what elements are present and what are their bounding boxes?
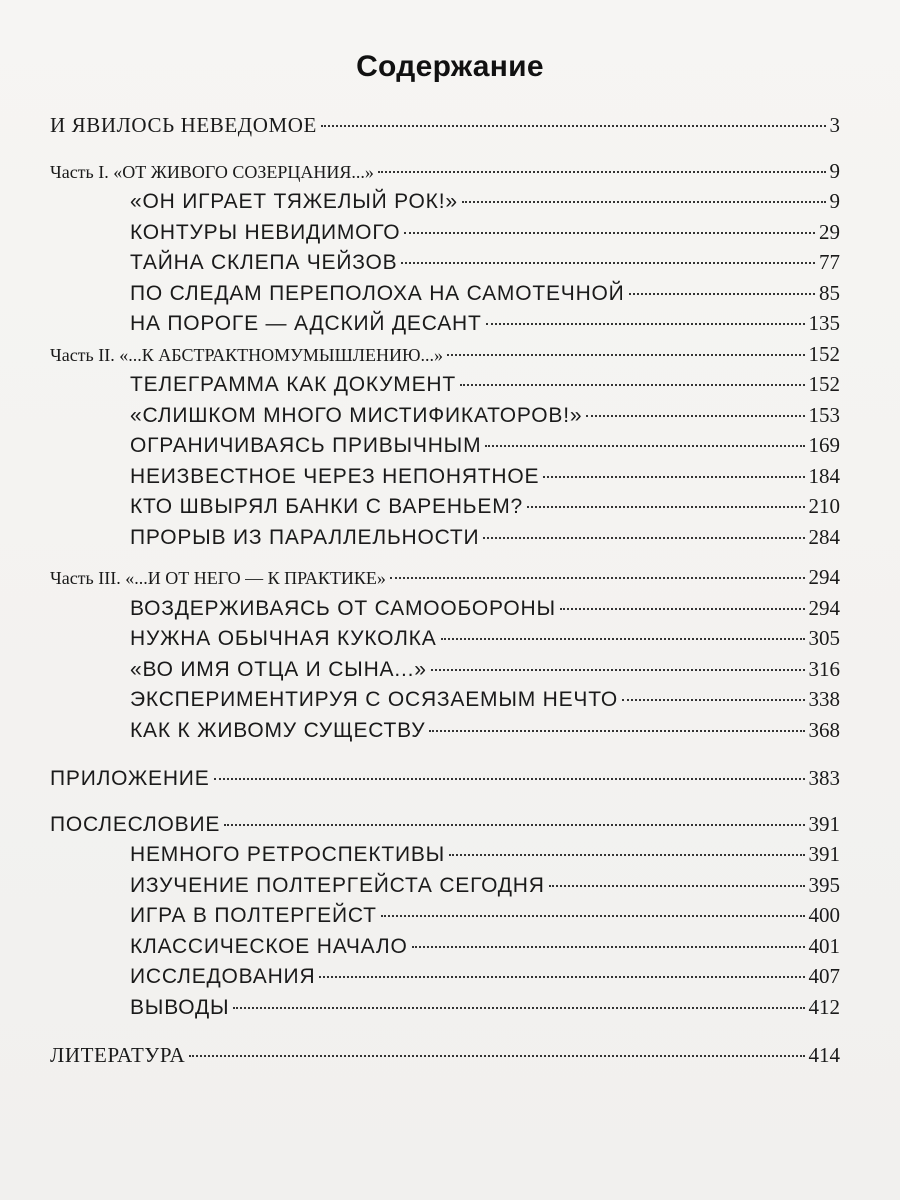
toc-entry-page: 85 bbox=[819, 280, 840, 305]
toc-entry bbox=[50, 217, 840, 248]
toc-entry-title: «ВО ИМЯ ОТЦА И СЫНА...» bbox=[130, 657, 427, 681]
toc-entry bbox=[50, 684, 840, 715]
toc-entry-page: 383 bbox=[808, 766, 840, 790]
dot-leader bbox=[429, 730, 804, 732]
toc-entry-title: ПРОРЫВ ИЗ ПАРАЛЛЕЛЬНОСТИ bbox=[130, 525, 480, 549]
toc-entry-title: ПО СЛЕДАМ ПЕРЕПОЛОХА НА САМОТЕЧНОЙ bbox=[130, 281, 625, 305]
toc-entry-page: 3 bbox=[829, 113, 840, 137]
toc-entry bbox=[50, 900, 840, 931]
dot-leader bbox=[483, 537, 804, 539]
dot-leader bbox=[586, 415, 804, 417]
toc-entry-page: 305 bbox=[808, 626, 840, 650]
toc-entry-title: НА ПОРОГЕ — АДСКИЙ ДЕСАНТ bbox=[130, 312, 482, 335]
dot-leader bbox=[629, 293, 815, 295]
toc-entry-page: 152 bbox=[808, 372, 840, 396]
toc-entry-title: ЛИТЕРАТУРА bbox=[50, 1043, 186, 1067]
table-of-contents bbox=[50, 110, 840, 1071]
toc-entry-title: ОГРАНИЧИВАЯСЬ ПРИВЫЧНЫМ bbox=[130, 434, 482, 457]
toc-entry bbox=[50, 931, 840, 962]
toc-entry-title: КОНТУРЫ НЕВИДИМОГО bbox=[130, 220, 401, 244]
toc-entry-title: КАК К ЖИВОМУ СУЩЕСТВУ bbox=[130, 718, 426, 742]
toc-entry bbox=[50, 715, 840, 746]
dot-leader bbox=[527, 506, 805, 508]
toc-entry-page: 135 bbox=[808, 311, 840, 335]
toc-entry bbox=[50, 278, 840, 309]
toc-entry-page: 316 bbox=[808, 656, 840, 681]
toc-entry-page: 400 bbox=[808, 903, 840, 927]
toc-entry bbox=[50, 1040, 840, 1071]
toc-entry-page: 368 bbox=[808, 717, 840, 742]
toc-entry-title: НЕМНОГО РЕТРОСПЕКТИВЫ bbox=[130, 843, 446, 866]
toc-entry bbox=[50, 491, 840, 522]
toc-entry-page: 153 bbox=[808, 402, 840, 427]
toc-entry-page: 169 bbox=[808, 433, 840, 457]
dot-leader bbox=[486, 323, 805, 325]
toc-entry-title: «СЛИШКОМ МНОГО МИСТИФИКАТОРОВ!» bbox=[130, 403, 583, 427]
dot-leader bbox=[321, 125, 826, 127]
toc-entry-page: 391 bbox=[808, 811, 840, 836]
toc-entry-title: НЕИЗВЕСТНОЕ ЧЕРЕЗ НЕПОНЯТНОЕ bbox=[130, 464, 540, 488]
toc-entry-page: 391 bbox=[808, 842, 840, 866]
toc-entry-page: 294 bbox=[808, 565, 840, 589]
dot-leader bbox=[381, 915, 805, 917]
toc-entry-page: 9 bbox=[829, 189, 840, 213]
toc-entry-page: 338 bbox=[808, 687, 840, 711]
toc-entry-title: «ОН ИГРАЕТ ТЯЖЕЛЫЙ РОК!» bbox=[130, 190, 458, 213]
toc-entry bbox=[50, 870, 840, 901]
dot-leader bbox=[404, 232, 815, 234]
toc-entry bbox=[50, 308, 840, 339]
dot-leader bbox=[549, 885, 805, 887]
dot-leader bbox=[189, 1055, 804, 1057]
toc-entry bbox=[50, 400, 840, 431]
toc-entry bbox=[50, 522, 840, 553]
dot-leader bbox=[449, 854, 804, 856]
toc-entry-page: 9 bbox=[829, 158, 840, 183]
toc-entry-title: ПОСЛЕСЛОВИЕ bbox=[50, 812, 221, 836]
toc-entry-title: ИЗУЧЕНИЕ ПОЛТЕРГЕЙСТА СЕГОДНЯ bbox=[130, 873, 545, 897]
toc-entry bbox=[50, 369, 840, 400]
toc-entry-page: 77 bbox=[819, 250, 840, 274]
dot-leader bbox=[390, 577, 805, 579]
toc-entry bbox=[50, 654, 840, 685]
toc-entry-page: 395 bbox=[808, 872, 840, 897]
toc-entry-title: НУЖНА ОБЫЧНАЯ КУКОЛКА bbox=[130, 627, 437, 650]
toc-entry-title: КЛАССИЧЕСКОЕ НАЧАЛО bbox=[130, 934, 408, 958]
toc-entry-title: ТАЙНА СКЛЕПА ЧЕЙЗОВ bbox=[130, 251, 398, 274]
dot-leader bbox=[441, 638, 805, 640]
toc-entry-page: 401 bbox=[808, 933, 840, 958]
toc-entry-page: 407 bbox=[808, 964, 840, 988]
toc-part-heading bbox=[50, 339, 840, 370]
toc-entry-title: Часть III. «...И ОТ НЕГО — К ПРАКТИКЕ» bbox=[50, 568, 386, 588]
toc-entry bbox=[50, 763, 840, 794]
toc-entry bbox=[50, 839, 840, 870]
toc-entry-title: ВОЗДЕРЖИВАЯСЬ ОТ САМООБОРОНЫ bbox=[130, 596, 556, 620]
toc-part-heading bbox=[50, 156, 840, 187]
toc-entry bbox=[50, 809, 840, 840]
dot-leader bbox=[378, 171, 826, 173]
dot-leader bbox=[412, 946, 805, 948]
toc-entry-page: 412 bbox=[808, 994, 840, 1019]
toc-entry bbox=[50, 186, 840, 217]
dot-leader bbox=[485, 445, 804, 447]
toc-entry-page: 152 bbox=[808, 341, 840, 366]
toc-entry-page: 414 bbox=[808, 1043, 840, 1067]
dot-leader bbox=[233, 1007, 804, 1009]
toc-entry bbox=[50, 247, 840, 278]
toc-entry-title: КТО ШВЫРЯЛ БАНКИ С ВАРЕНЬЕМ? bbox=[130, 495, 523, 518]
toc-entry-title: Часть II. «...К АБСТРАКТНОМУМЫШЛЕНИЮ...» bbox=[50, 344, 443, 365]
toc-entry-title: ПРИЛОЖЕНИЕ bbox=[50, 767, 210, 790]
toc-entry bbox=[50, 461, 840, 492]
dot-leader bbox=[214, 778, 805, 780]
dot-leader bbox=[462, 201, 826, 203]
toc-entry bbox=[50, 961, 840, 992]
toc-entry-title: ВЫВОДЫ bbox=[130, 995, 230, 1019]
toc-entry-title: ИГРА В ПОЛТЕРГЕЙСТ bbox=[130, 904, 377, 927]
toc-entry-page: 29 bbox=[819, 219, 840, 244]
toc-entry-page: 294 bbox=[808, 595, 840, 620]
dot-leader bbox=[543, 476, 804, 478]
toc-entry-page: 184 bbox=[808, 463, 840, 488]
toc-entry-title: ИССЛЕДОВАНИЯ bbox=[130, 965, 316, 988]
dot-leader bbox=[560, 608, 805, 610]
toc-entry bbox=[50, 623, 840, 654]
dot-leader bbox=[319, 976, 804, 978]
dot-leader bbox=[431, 669, 805, 671]
toc-entry-title: Часть I. «ОТ ЖИВОГО СОЗЕРЦАНИЯ...» bbox=[50, 161, 374, 182]
toc-entry bbox=[50, 430, 840, 461]
toc-entry bbox=[50, 110, 840, 141]
dot-leader bbox=[224, 824, 804, 826]
dot-leader bbox=[622, 699, 804, 701]
toc-entry-title: ЭКСПЕРИМЕНТИРУЯ С ОСЯЗАЕМЫМ НЕЧТО bbox=[130, 688, 619, 711]
dot-leader bbox=[447, 354, 805, 356]
toc-entry-title: ТЕЛЕГРАММА КАК ДОКУМЕНТ bbox=[130, 373, 456, 396]
toc-entry-page: 284 bbox=[808, 524, 840, 549]
toc-entry-title: И ЯВИЛОСЬ НЕВЕДОМОЕ bbox=[50, 113, 317, 137]
page-title: Содержание bbox=[356, 50, 544, 83]
dot-leader bbox=[401, 262, 815, 264]
dot-leader bbox=[460, 384, 805, 386]
toc-entry bbox=[50, 593, 840, 624]
toc-entry-page: 210 bbox=[808, 494, 840, 518]
toc-part-heading bbox=[50, 562, 840, 593]
toc-entry bbox=[50, 992, 840, 1023]
